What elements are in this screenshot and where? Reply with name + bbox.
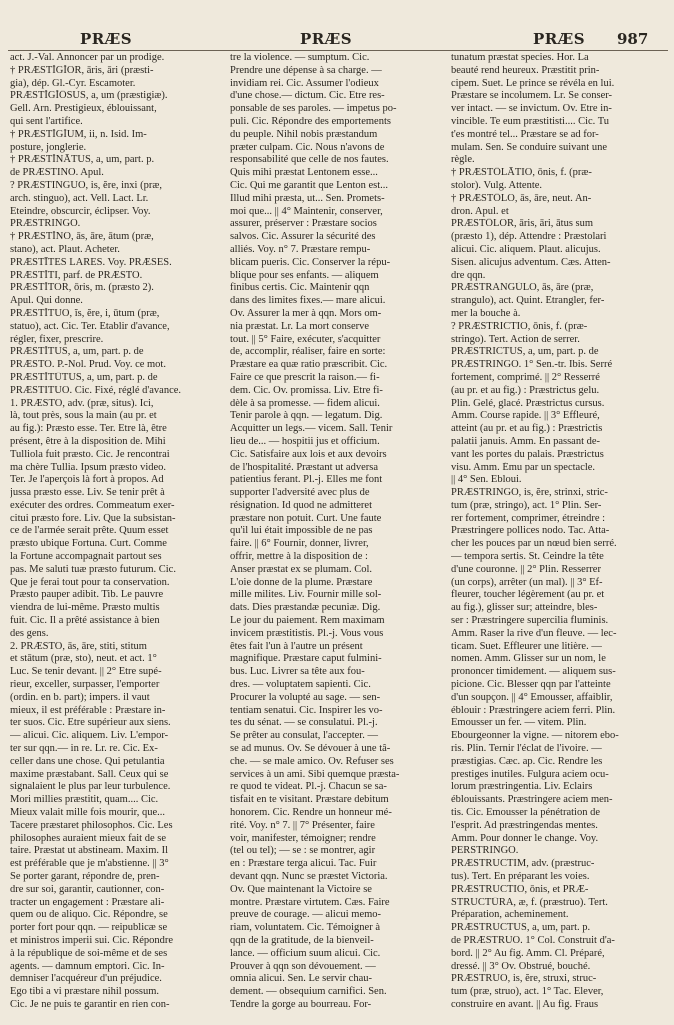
text-line: la Fortune accompagnait partout ses xyxy=(10,551,162,563)
text-line: Mieux valait mille fois mourir, que... xyxy=(10,807,166,819)
text-line: rieur, exceller, surpasser, l'emporter xyxy=(10,679,160,691)
text-line: fleurer, toucher légèrement (au pr. et xyxy=(451,589,605,601)
header-rule xyxy=(8,50,668,51)
text-line: Præstare ea quæ ratio præscribit. Cic. xyxy=(230,359,388,371)
text-line: Tacere præstaret philosophos. Cic. Les xyxy=(10,819,173,831)
text-line: || 4° Sen. Ebloui. xyxy=(451,474,522,486)
text-line: de, accomplir, réaliser, faire en sorte: xyxy=(230,346,386,358)
text-line: stano), act. Plaut. Acheter. xyxy=(10,243,120,255)
text-line: præstigias. Cæc. ap. Cic. Rendre les xyxy=(451,755,603,767)
text-line: est préférable que je m'abstienne. || 3° xyxy=(10,858,169,870)
text-line: de l'hospitalité. Præstant ut adversa xyxy=(230,461,378,473)
text-line: tes du sénat. — se consulatui. Pl.-j. xyxy=(230,717,378,729)
text-line: che. — se male amico. Ov. Refuser ses xyxy=(230,755,394,767)
text-line: tum (præ, struo), act. 1° Tac. Elever, xyxy=(451,986,604,998)
text-line: blicam pueris. Cic. Conserver la répu- xyxy=(230,256,391,268)
text-line: tisfait en te visitant. Præstare debitum xyxy=(230,794,389,806)
text-line: maxime præstabant. Sall. Ceux qui se xyxy=(10,768,169,780)
text-line: PRÆSTRANGŬLO, ās, āre (præ, xyxy=(451,282,594,294)
text-line: ver intact. — se invictum. Ov. Etre in- xyxy=(451,103,612,115)
text-line: riam, voluntatem. Cic. Témoigner à xyxy=(230,922,380,934)
running-head-left: PRÆS xyxy=(80,30,133,48)
text-line: blique pour ses enfants. — aliquem xyxy=(230,269,379,281)
text-line: d'une chose.— dictum. Cic. Etre res- xyxy=(230,90,385,102)
text-line: magnifique. Præstare caput fulmini- xyxy=(230,653,382,665)
text-line: Le jour du paiement. Rem maximam xyxy=(230,615,385,627)
text-line: d'une couronne. || 2° Plin. Resserrer xyxy=(451,563,601,575)
text-line: PRÆSTRUCTIO, ōnis, et PRÆ- xyxy=(451,883,589,895)
text-line: (au pr. et au fig.) : Præstrictus gelu. xyxy=(451,384,600,396)
text-line: résignation. Id quod ne admitteret xyxy=(230,499,373,511)
text-line: ce de l'armée serait prête. Quum esset xyxy=(10,525,169,537)
text-line: PRÆSTĬTOR, ōris, m. (præsto 2). xyxy=(10,282,154,294)
text-line: Se prêter au consulat, l'accepter. — xyxy=(230,730,378,742)
text-line: Acquitter un legs.— vicem. Sall. Tenir xyxy=(230,423,393,435)
text-line: tout. || 5° Faire, exécuter, s'acquitter xyxy=(230,333,381,345)
text-line: lorum præstringentia. Liv. Eclairs xyxy=(451,781,593,793)
text-line: Gell. Arn. Prestigieux, éblouissant, xyxy=(10,103,157,115)
text-line: Eteindre, obscurcir, éclipser. Voy. xyxy=(10,205,151,217)
text-line: PRÆSTŌLOR, āris, āri, ātus sum xyxy=(451,218,594,230)
text-line: nia præstat. Lr. La mort conserve xyxy=(230,320,370,332)
text-line: PRÆSTĬTI, parf. de PRÆSTO. xyxy=(10,269,143,281)
text-line: honorem. Cic. Rendre un honneur mé- xyxy=(230,807,392,819)
text-line: ter suos. Cic. Etre supérieur aux siens. xyxy=(10,717,171,729)
text-line: PRÆSTĬTUO, ĭs, ĕre, i, ūtum (præ, xyxy=(10,307,160,319)
text-line: invidiam rei. Cic. Assumer l'odieux xyxy=(230,77,379,89)
text-line: stolor). Vulg. Attente. xyxy=(451,179,543,191)
text-line: responsabilité que celle de nos fautes. xyxy=(230,154,389,166)
text-line: de PRÆSTRUO. 1° Col. Construit d'a- xyxy=(451,934,615,946)
text-line: devant qqn. Nunc se præstet Victoria. xyxy=(230,871,388,882)
text-line: tus). Tert. En préparant les voies. xyxy=(451,871,590,882)
text-line: visu. Amm. Ému par un spectacle. xyxy=(451,461,596,473)
text-line: Amm. Pour donner le change. Voy. xyxy=(451,832,599,844)
text-line: en : Præstare terga alicui. Tac. Fuir xyxy=(230,858,377,870)
text-line: Ov. Assurer la mer à qqn. Mors om- xyxy=(230,307,382,319)
text-line: preuve de courage. — alicui memo- xyxy=(230,909,382,921)
text-line: vant les portes du palais. Præstrictus xyxy=(451,448,604,460)
text-line: cher les pouces par un nœud bien serré. xyxy=(451,538,617,550)
text-line: PRÆSTĬGĬŌSUS, a, um (præstigiæ). xyxy=(10,90,168,102)
text-line: quem ou de aliquo. Cic. Répondre, se xyxy=(10,909,168,921)
text-line: ? PRÆSTINGUO, is, ĕre, inxi (præ, xyxy=(10,179,162,191)
text-line: (præsto 1), dép. Attendre : Præstolari xyxy=(451,231,607,243)
text-column-2 xyxy=(230,52,444,1018)
text-line: mer la bouche à. xyxy=(451,307,521,319)
text-line: Procurer la volupté au sage. — sen- xyxy=(230,691,381,703)
text-line: posture, jonglerie. xyxy=(10,141,87,153)
text-line: Emousser un fer. — vitem. Plin. xyxy=(451,717,587,729)
text-line: celler dans une chose. Qui petulantia xyxy=(10,755,165,767)
text-line: et stātum (præ, sto), neut. et act. 1° xyxy=(10,653,157,665)
text-line: citui præsto fore. Liv. Que la subsistan- xyxy=(10,512,176,524)
text-line: (un corps), arrêter (un mal). || 3° Ef- xyxy=(451,576,603,588)
text-line: dèle à sa promesse. — fidem alicui. xyxy=(230,397,380,409)
text-line: 1. PRÆSTO, adv. (præ, situs). Ici, xyxy=(10,397,154,409)
text-line: STRUCTŪRA, æ, f. (præstruo). Tert. xyxy=(451,896,608,908)
text-line: tentiam senatui. Cic. Inspirer les vo- xyxy=(230,704,383,716)
text-line: fortement, comprimé. || 2° Resserré xyxy=(451,371,600,383)
text-line: à la république de soi-même et de ses xyxy=(10,947,168,959)
text-line: PRÆSTĬTŪTUS, a, um, part. p. de xyxy=(10,371,158,383)
text-line: offrir, mettre à la disposition de : xyxy=(230,551,368,563)
text-line: éblouir : Præstringere aciem ferri. Plin. xyxy=(451,704,616,716)
text-line: alliés. Voy. n° 7. Præstare rempu- xyxy=(230,243,371,255)
text-line: bord. || 2° Au fig. Amm. Cl. Préparé, xyxy=(451,947,605,959)
text-line: (tel ou tel); — se : se montrer, agir xyxy=(230,845,376,857)
text-line: PRÆSTRUO, is, ĕre, struxi, struc- xyxy=(451,973,597,985)
text-line: mulam. Sen. Se conduire suivant une xyxy=(451,141,608,153)
text-line: ter sur qqn.— in re. Lr. re. Cic. Ex- xyxy=(10,743,158,755)
text-line: PRÆSTĬTUS, a, um, part. p. de xyxy=(10,346,144,358)
text-line: — tempora sertis. St. Ceindre la tête xyxy=(451,551,604,563)
text-line: præstare non potuit. Curt. Une faute xyxy=(230,512,382,524)
text-line: lieu de... — hospitii jus et officium. xyxy=(230,435,380,447)
text-line: dem. Cic. Ov. promissa. Liv. Etre fi- xyxy=(230,384,383,396)
text-line: tunatum præstat species. Hor. La xyxy=(451,52,589,63)
text-line: invicem præstitistis. Pl.-j. Vous vous xyxy=(230,627,384,639)
text-line: Ego tibi a vi præstare nihil possum. xyxy=(10,986,160,998)
text-line: prononcer timidement. — aliquem sus- xyxy=(451,666,616,678)
text-line: construire en avant. || Au fig. Fraus xyxy=(451,998,599,1010)
text-line: Tendre la gorge au bourreau. For- xyxy=(230,998,372,1010)
text-line: præsto ubique Fortuna. Curt. Comme xyxy=(10,538,167,550)
text-line: agents. — damnum emptori. Cic. In- xyxy=(10,960,165,972)
text-line: bus. Luc. Livrer sa tête aux fou- xyxy=(230,666,365,678)
text-line: Cic. Je ne puis te garantir en rien con- xyxy=(10,998,170,1010)
text-line: voir, manifester, témoigner; rendre xyxy=(230,832,376,844)
text-line: Quis mihi præstat Lentonem esse... xyxy=(230,167,378,179)
text-line: † PRÆSTŌLO, ās, āre, neut. An- xyxy=(451,192,592,204)
text-line: là, tout près, sous la main (au pr. et xyxy=(10,410,157,422)
text-line: ponsable de ses paroles. — impetus po- xyxy=(230,103,397,115)
text-line: dans des limites fixes.— mare alicui. xyxy=(230,295,386,307)
text-line: PRÆSTRINGO, is, ĕre, strinxi, stric- xyxy=(451,487,608,499)
text-line: Se porter garant, répondre de, pren- xyxy=(10,871,160,882)
text-line: montre. Præstare virtutem. Cæs. Faire xyxy=(230,896,390,908)
text-line: 2. PRÆSTO, ās, āre, stiti, stitum xyxy=(10,640,147,652)
page-number: 987 xyxy=(617,30,649,48)
text-line: demniser l'acquéreur d'un préjudice. xyxy=(10,973,162,985)
text-line: Tenir parole à qqn. — legatum. Dig. xyxy=(230,410,383,422)
text-line: re quod te videat. Pl.-j. Chacun se sa- xyxy=(230,781,387,793)
text-line: atteint (au pr. et au fig.) : Præstrictis xyxy=(451,423,603,435)
text-line: t'es montré tel... Præstare se ad for- xyxy=(451,128,599,140)
text-line: † PRÆSTĬGĬOR, āris, āri (præsti- xyxy=(10,64,154,76)
text-line: exécuter des ordres. Commeatum exer- xyxy=(10,499,175,511)
text-line: PRÆSTO. P.-Nol. Prud. Voy. ce mot. xyxy=(10,359,166,371)
text-line: PRÆSTRICTUS, a, um, part. p. de xyxy=(451,346,599,358)
text-line: taire. Præstat ut abstineam. Maxim. Il xyxy=(10,845,169,857)
text-line: statuo), act. Cic. Ter. Etablir d'avance, xyxy=(10,320,170,332)
text-line: omnia alicui. Sen. Le servir chau- xyxy=(230,973,372,985)
text-line: vincible. Te eum præstitisti.... Cic. Tu xyxy=(451,115,610,127)
text-line: nomen. Amm. Glisser sur un nom, le xyxy=(451,653,606,665)
text-line: Ter. Je l'aperçois là fort à propos. Ad xyxy=(10,474,164,486)
text-line: éblouissants. Præstringere aciem men- xyxy=(451,794,613,806)
text-line: puli. Cic. Répondre des emportements xyxy=(230,115,391,127)
text-line: supporter l'adversité avec plus de xyxy=(230,487,370,499)
text-line: régler, fixer, prescrire. xyxy=(10,333,104,345)
text-line: Mori millies præstitit, quam.... Cic. xyxy=(10,794,159,806)
text-line: faire. || 6° Fournir, donner, livrer, xyxy=(230,538,369,550)
text-line: qui sent l'artifice. xyxy=(10,115,83,127)
text-line: stringo). Tert. Action de serrer. xyxy=(451,333,580,345)
text-line: act. J.-Val. Annoncer par un prodige. xyxy=(10,52,165,63)
text-line: Sisen. alicujus adventum. Cæs. Atten- xyxy=(451,256,611,268)
text-line: Plin. Gelé, glacé. Præstrictus cursus. xyxy=(451,397,605,409)
text-line: palatii januis. Amm. En passant de- xyxy=(451,435,601,447)
text-line: ser : Præstringere supercilia fluminis. xyxy=(451,615,609,627)
text-line: picione. Cic. Blesser qqn par l'atteinte xyxy=(451,679,611,691)
text-line: êtes fait l'un à l'autre un présent xyxy=(230,640,363,652)
text-column-1 xyxy=(10,52,224,1018)
text-line: des gens. xyxy=(10,627,49,639)
text-line: finibus certis. Cic. Maintenir qqn xyxy=(230,282,370,294)
text-line: du peuple. Nihil nobis præstandum xyxy=(230,128,378,140)
text-line: PRÆSTRUCTUS, a, um, part. p. xyxy=(451,922,591,934)
text-line: Amm. Raser la rive d'un fleuve. — lec- xyxy=(451,627,617,639)
text-line: présent, être à la disposition de. Mihi xyxy=(10,435,166,447)
text-line: — alicui. Cic. aliquem. Liv. L'empor- xyxy=(10,730,169,742)
text-line: Ov. Que maintenant la Victoire se xyxy=(230,883,372,895)
text-line: † PRÆSTĬNĀTUS, a, um, part. p. xyxy=(10,154,155,166)
text-line: Præsto pauper adibit. Tib. Le pauvre xyxy=(10,589,164,601)
text-line: Préparation, acheminement. xyxy=(451,909,569,921)
text-line: d'un soupçon. || 4° Emousser, affaiblir, xyxy=(451,691,613,703)
text-line: dron. Apul. et xyxy=(451,205,509,217)
text-line: Ebourgeonner la vigne. — nitorem ebo- xyxy=(451,730,619,742)
text-line: † PRÆSTĬNO, ās, āre, ātum (præ, xyxy=(10,231,154,243)
text-line: pas. Me saluti tuæ præsto futurum. Cic. xyxy=(10,563,176,575)
text-line: signalaient le plus par leur turbulence. xyxy=(10,781,171,793)
text-line: † PRÆSTĬGĬUM, ii, n. Isid. Im- xyxy=(10,128,147,140)
text-line: dre qqn. xyxy=(451,269,486,281)
text-line: et ministros imperii sui. Cic. Répondre xyxy=(10,934,174,946)
text-line: PRÆSTRINGO. xyxy=(10,218,81,230)
text-line: Præstare se incolumem. Lr. Se conser- xyxy=(451,90,613,102)
text-line: patientius ferant. Pl.-j. Elles me font xyxy=(230,474,383,486)
text-line: rer fortement, comprimer, étreindre : xyxy=(451,512,606,524)
text-line: arch. stinguo), act. Vell. Lact. Lr. xyxy=(10,192,149,204)
text-line: dressé. || 3° Ov. Obstrué, bouché. xyxy=(451,960,591,972)
text-line: præter culpam. Cic. Nous n'avons de xyxy=(230,141,385,153)
text-line: moi que... || 4° Maintenir, conserver, xyxy=(230,205,383,217)
text-line: Cic. Qui me garantit que Lenton est... xyxy=(230,179,389,191)
text-line: PRÆSTRUCTIM, adv. (præstruc- xyxy=(451,858,595,870)
running-head-center: PRÆS xyxy=(300,30,353,48)
text-line: PRÆSTĪTES LARES. Voy. PRÆSES. xyxy=(10,256,172,268)
text-line: PERSTRINGO. xyxy=(451,845,519,857)
text-line: alicui. Cic. aliquem. Plaut. alicujus. xyxy=(451,243,601,255)
text-line: gia), dép. Gl.-Cyr. Escamoter. xyxy=(10,77,136,89)
text-line: ris. Plin. Ternir l'éclat de l'ivoire. — xyxy=(451,743,602,755)
text-line: au fig.): Præsto esse. Ter. Etre là, être xyxy=(10,423,167,435)
text-line: qu'il lui était impossible de ne pas xyxy=(230,525,373,537)
text-line: L'oie donne de la plume. Præstare xyxy=(230,576,373,588)
text-line: au fig.), glisser sur; atteindre, bles- xyxy=(451,602,598,614)
text-line: dats. Dies præstandæ pecuniæ. Dig. xyxy=(230,602,381,614)
text-line: dre sur soi, garantir, cautionner, con- xyxy=(10,883,165,895)
text-line: ticam. Suet. Effleurer une litière. — xyxy=(451,640,602,652)
text-line: prestiges inutiles. Fulgura aciem ocu- xyxy=(451,768,609,780)
text-line: Prouver à qqn son dévouement. — xyxy=(230,960,376,972)
text-line: cipem. Suet. Le prince se révéla en lui. xyxy=(451,77,615,89)
text-line: dement. — obsequium carnifici. Sen. xyxy=(230,986,387,998)
text-line: salvos. Cic. Assurer la sécurité des xyxy=(230,231,376,243)
text-line: tis. Cic. Emousser la pénétration de xyxy=(451,807,601,819)
text-line: Præstringere pollices nodo. Tac. Atta- xyxy=(451,525,610,537)
text-column-3 xyxy=(451,52,667,1018)
text-line: Tulliola fuit præsto. Cic. Je rencontrai xyxy=(10,448,170,460)
text-line: Apul. Qui donne. xyxy=(10,295,83,307)
text-line: règle. xyxy=(451,154,475,166)
text-line: † PRÆSTŌLĀTIO, ōnis, f. (præ- xyxy=(451,167,592,179)
text-line: qqn de la gratitude, de la bienveil- xyxy=(230,934,374,946)
text-line: ma chère Tullia. Ipsum præsto video. xyxy=(10,461,167,473)
text-line: services à un ami. Sibi quemque præsta- xyxy=(230,768,400,780)
text-line: Faire ce que prescrit la raison.— fi- xyxy=(230,371,380,383)
text-line: dres. — voluptatem sapienti. Cic. xyxy=(230,679,371,691)
text-line: assurer, préserver : Præstare socios xyxy=(230,218,377,230)
text-line: fuit. Cic. Il a prêté assistance à bien xyxy=(10,615,160,627)
text-line: de PRÆSTINO. Apul. xyxy=(10,167,104,179)
text-line: Prendre une dépense à sa charge. — xyxy=(230,64,382,76)
text-line: PRÆSTITUO. Cic. Fixé, réglé d'avance. xyxy=(10,384,182,396)
text-line: tracter un engagement : Præstare ali- xyxy=(10,896,165,908)
text-line: tum (præ, stringo), act. 1° Plin. Ser- xyxy=(451,499,602,511)
text-line: (ordin. en b. part); impers. il vaut xyxy=(10,691,150,703)
text-line: rité. Voy. n° 7. || 7° Présenter, faire xyxy=(230,819,375,831)
text-line: mille milites. Liv. Fournir mille sol- xyxy=(230,589,382,601)
text-line: PRÆSTRINGO. 1° Sen.-tr. Ibis. Serré xyxy=(451,359,613,371)
text-line: Illud mihi præsta, ut... Sen. Promets- xyxy=(230,192,385,204)
running-head-right: PRÆS xyxy=(533,30,586,48)
text-line: jussa præsto esse. Liv. Se tenir prêt à xyxy=(10,487,165,499)
text-line: Cic. Satisfaire aux lois et aux devoirs xyxy=(230,448,387,460)
text-line: philosophes auraient mieux fait de se xyxy=(10,832,166,844)
text-line: Luc. Se tenir devant. || 2° Etre supé- xyxy=(10,666,162,678)
text-line: se ad munus. Ov. Se dévouer à une tâ- xyxy=(230,743,391,755)
text-line: Anser præstat ex se plumam. Col. xyxy=(230,563,373,575)
text-line: strangulo), act. Quint. Etrangler, fer- xyxy=(451,295,605,307)
text-line: tre la violence. — sumptum. Cic. xyxy=(230,52,370,63)
text-line: mieux, il est préférable : Præstare in- xyxy=(10,704,166,716)
text-line: Que je ferai tout pour ta conservation. xyxy=(10,576,170,588)
text-line: ? PRÆSTRICTIO, ōnis, f. (præ- xyxy=(451,320,588,332)
text-line: lance. — officium suum alicui. Cic. xyxy=(230,947,381,959)
text-line: l'esprit. Ad præstringendas mentes. xyxy=(451,819,598,831)
text-line: Amm. Course rapide. || 3° Effleuré, xyxy=(451,410,600,422)
text-line: viendra de lui-même. Præsto multis xyxy=(10,602,160,614)
text-line: beauté rend heureux. Præstitit prin- xyxy=(451,64,600,76)
text-line: porter fort pour qqn. — reipublicæ se xyxy=(10,922,168,934)
